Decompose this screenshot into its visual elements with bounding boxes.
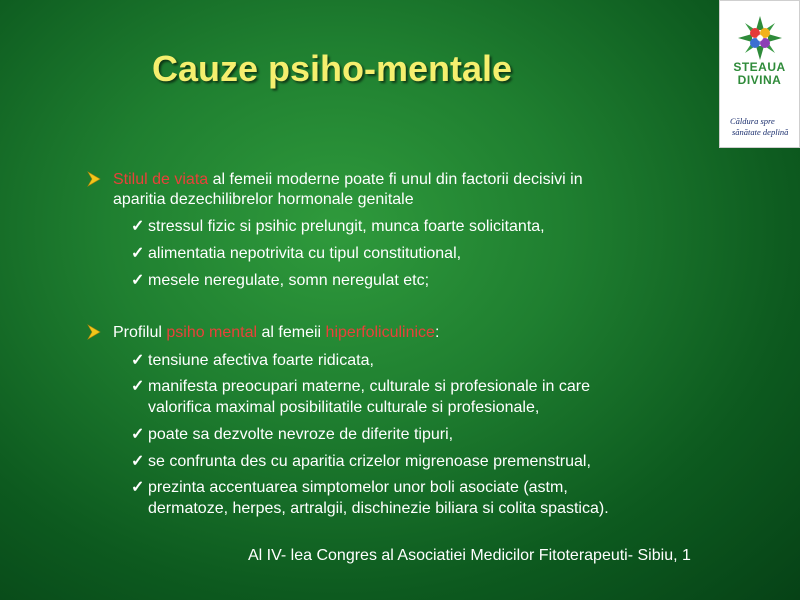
arrow-bullet-icon xyxy=(87,171,101,187)
sub-item-text-continued: dermatoze, herpes, artralgii, dischinezie biliara si colita spastica). xyxy=(148,500,609,517)
logo-tagline-line1: Căldura spre xyxy=(730,116,775,126)
highlight-psycho-mental: psiho mental xyxy=(166,324,258,341)
bullet-lifestyle-line2: aparitia dezechilibrelor hormonale genitale xyxy=(113,191,414,208)
highlight-hyperfollicular: hiperfoliculinice xyxy=(325,324,435,341)
sub-item-text: manifesta preocupari materne, culturale si profesionale in care xyxy=(148,378,591,395)
checkmark-icon: ✓ xyxy=(131,479,145,496)
sub-item-text: tensiune afectiva foarte ridicata, xyxy=(148,352,374,369)
profile-prefix: Profilul xyxy=(113,324,167,341)
sub-item-text: stressul fizic si psihic prelungit, munca foarte solicitanta, xyxy=(148,218,545,235)
checkmark-icon: ✓ xyxy=(131,272,145,289)
checkmark-icon: ✓ xyxy=(131,218,145,235)
bullet-psycho-profile-line xyxy=(113,323,439,343)
bullet-lifestyle-text: al femeii moderne poate fi unul din factorii decisivi in xyxy=(208,171,583,188)
profile-suffix: : xyxy=(434,324,440,341)
arrow-bullet-icon xyxy=(87,324,101,340)
logo-brand xyxy=(720,61,799,87)
sub-item-text: prezinta accentuarea simptomelor unor boli asociate (astm, xyxy=(148,479,568,496)
bullet-lifestyle-line1 xyxy=(113,170,583,190)
slide-title: Cauze psiho-mentale xyxy=(152,48,513,89)
footer-conference: Al IV- lea Congres al Asociatiei Medicilor Fitoterapeuti- Sibiu, 1 xyxy=(248,547,691,564)
logo-tagline-line2: sănătate deplină xyxy=(732,127,789,137)
checkmark-icon: ✓ xyxy=(131,378,145,395)
highlight-lifestyle: Stilul de viata xyxy=(113,171,209,188)
checkmark-icon: ✓ xyxy=(131,352,145,369)
steaua-divina-logo xyxy=(719,0,800,148)
sub-item-text-continued: valorifica maximal posibilitatile culturale si profesionale, xyxy=(148,399,540,416)
sub-item-text: poate sa dezvolte nevroze de diferite tipuri, xyxy=(148,426,454,443)
flower-star-icon xyxy=(732,15,788,61)
logo-brand-line2: DIVINA xyxy=(737,73,782,87)
sub-item-text: se confrunta des cu aparitia crizelor migrenoase premenstrual, xyxy=(148,453,591,470)
checkmark-icon: ✓ xyxy=(131,426,145,443)
sub-item-text: mesele neregulate, somn neregulat etc; xyxy=(148,272,430,289)
logo-tagline xyxy=(730,116,800,138)
checkmark-icon: ✓ xyxy=(131,453,145,470)
checkmark-icon: ✓ xyxy=(131,245,145,262)
sub-item-text: alimentatia nepotrivita cu tipul constitutional, xyxy=(148,245,462,262)
logo-brand-line1: STEAUA xyxy=(733,60,786,74)
profile-middle: al femeii xyxy=(257,324,326,341)
